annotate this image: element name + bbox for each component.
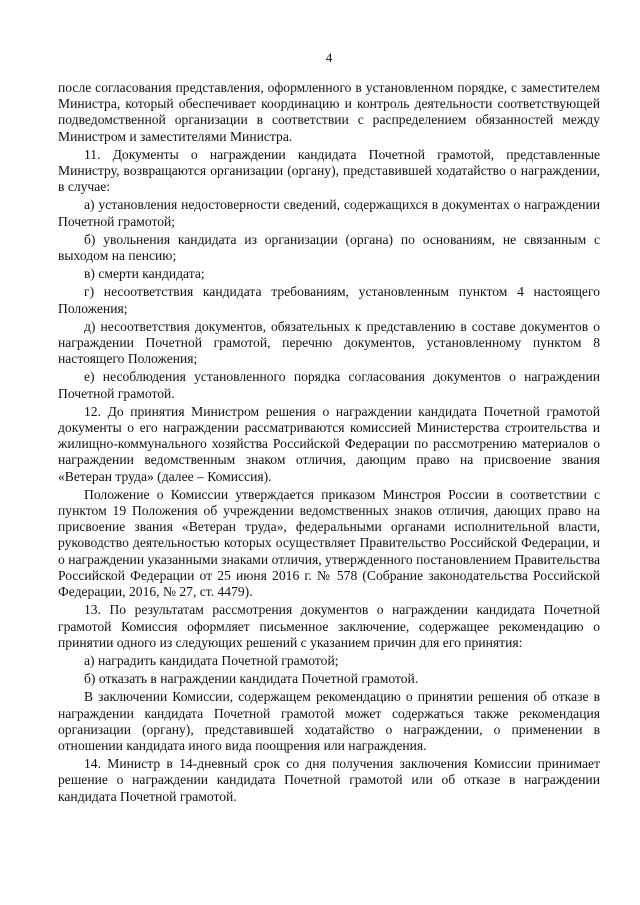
page-number: 4 xyxy=(325,50,333,65)
paragraph-item-14: 14. Министр в 14-дневный срок со дня получения заключения Комиссии принимает решение о награждении кандидата Почетной грамотой или об отказе в награждении кандидата Почетной грамотой. xyxy=(58,756,600,804)
paragraph-commission-regulation: Положение о Комиссии утверждается приказом Минстроя России в соответствии с пунктом 19 Положения об учреждении ведомственных знаков отличия, дающих право на присвоение звания «Ветеран труда», федеральными органами исполнительной власти, руководство деятельностью которых осуществляет Правительство Российской Федерации, и о награждении указанными знаками отличия, утвержденного постановлением Правительства Российской Федерации от 25 июня 2016 г. № 578 (Собрание законодательства Российской Федерации, 2016, № 27, ст. 4479). xyxy=(58,486,600,600)
paragraph-subitem-v: в) смерти кандидата; xyxy=(84,266,205,282)
paragraph-commission-conclusion: В заключении Комиссии, содержащем рекомендацию о принятии решения об отказе в награждении кандидата Почетной грамотой может содержаться также рекомендация организации (органу), представившей ходатайство о награждении, о применении в отношении кандидата иного вида поощрения или награждения. xyxy=(58,689,600,753)
paragraph-subitem-g: г) несоответствия кандидата требованиям, установленным пунктом 4 настоящего Положения; xyxy=(58,284,600,316)
paragraph-item-11: 11. Документы о награждении кандидата Почетной грамотой, представленные Министру, возвращаются организации (органу), представившей ходатайство о награждении, в случае: xyxy=(58,146,600,195)
paragraph-item-12: 12. До принятия Министром решения о награждении кандидата Почетной грамотой документы о его награждении рассматриваются комиссией Министерства строительства и жилищно-коммунального хозяйства Российской Федерации по рассмотрению материалов о награждении ведомственным знаком отличия, дающим право на присвоение звания «Ветеран труда» (далее – Комиссия). xyxy=(58,403,600,484)
paragraph-subitem-d: д) несоответствия документов, обязательных к представлению в составе документов о награждении Почетной грамотой, перечню документов, установленному пунктом 8 настоящего Положения; xyxy=(58,318,600,367)
paragraph-decision-b: б) отказать в награждении кандидата Почетной грамотой. xyxy=(84,671,419,687)
paragraph-decision-a: а) наградить кандидата Почетной грамотой; xyxy=(84,652,339,668)
paragraph-subitem-a: а) установления недостоверности сведений, содержащихся в документах о награждении Почетной грамотой; xyxy=(58,197,600,229)
paragraph-subitem-e: е) несоблюдения установленного порядка согласования документов о награждении Почетной грамотой. xyxy=(58,369,600,401)
paragraph-continuation: после согласования представления, оформленного в установленном порядке, с заместителем Министра, который обеспечивает координацию и контроль деятельности соответствующей подведомственной организации в соответствии с распределением обязанностей между Министром и заместителями Министра. xyxy=(58,80,600,144)
paragraph-subitem-b: б) увольнения кандидата из организации (органа) по основаниям, не связанным с выходом на пенсию; xyxy=(58,231,600,264)
paragraph-item-13: 13. По результатам рассмотрения документов о награждении кандидата Почетной грамотой Комиссия оформляет письменное заключение, содержащее рекомендацию о принятии одного из следующих решений с указанием причин для его принятия: xyxy=(58,602,600,650)
document-body xyxy=(58,80,600,805)
